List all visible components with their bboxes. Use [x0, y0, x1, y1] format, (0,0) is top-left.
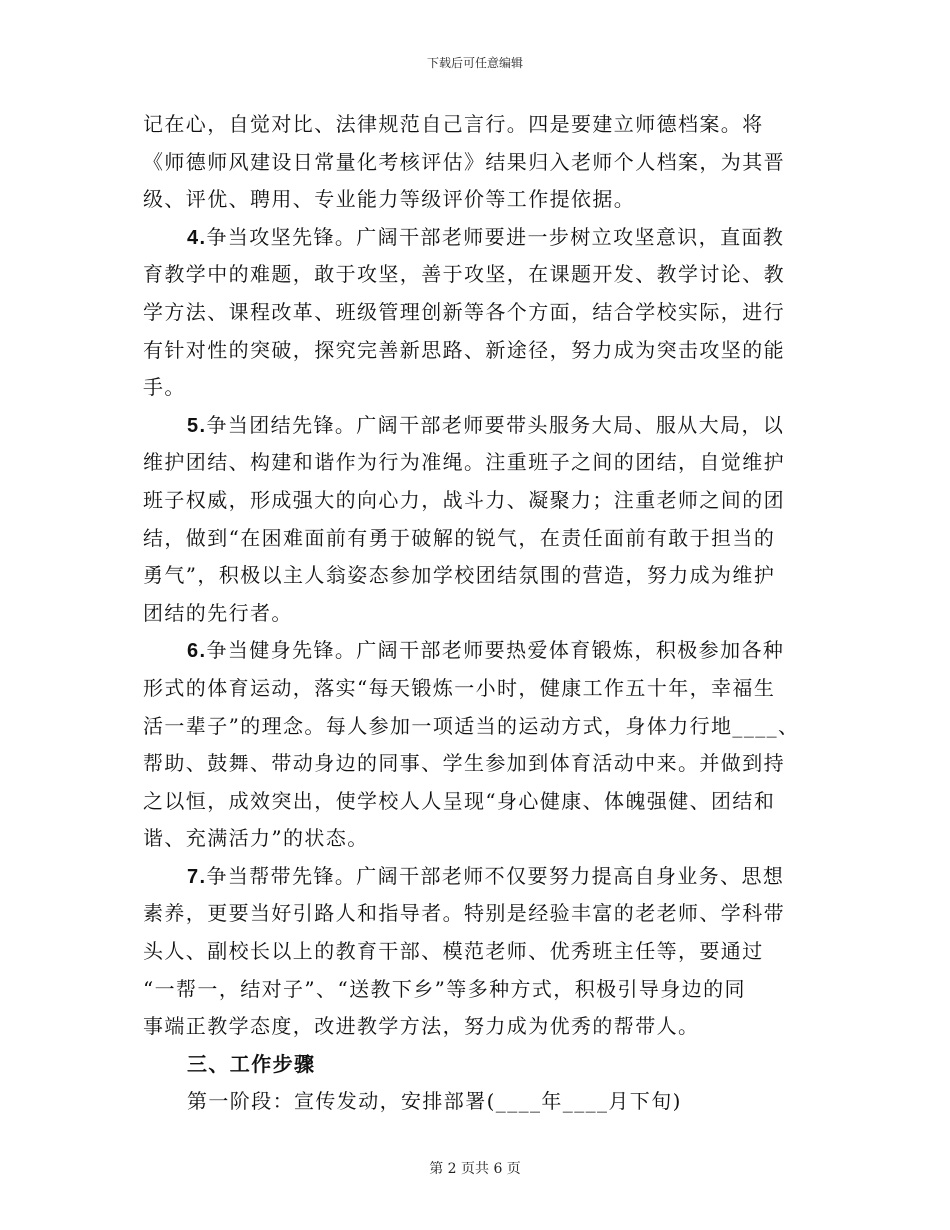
- body-line: 育教学中的难题，敢于攻坚，善于攻坚，在课题开发、教学讨论、教: [143, 262, 785, 287]
- body-line: 事端正教学态度，改进教学方法，努力成为优秀的帮带人。: [143, 1014, 700, 1039]
- item-text: 争当团结先锋。广阔干部老师要带头服务大局、服从大局，以: [206, 412, 785, 437]
- item-4-first-line: [143, 219, 805, 257]
- body-line: 形式的体育运动，落实“每天锻炼一小时，健康工作五十年，幸福生: [143, 675, 776, 700]
- body-line: 记在心，自觉对比、法律规范自己言行。四是要建立师德档案。将: [143, 112, 764, 136]
- stage-line: 第一阶段：宣传发动，安排部署(____年____月下旬): [187, 1089, 682, 1114]
- body-line: 帮助、鼓舞、带动身边的同事、学生参加到体育活动中来。并做到持: [143, 751, 785, 776]
- item-text: 争当健身先锋。广阔干部老师要热爱体育锻炼，积极参加各种: [206, 638, 785, 663]
- body-line: 谐、充满活力”的状态。: [143, 826, 369, 851]
- body-line: 级、评优、聘用、专业能力等级评价等工作提依据。: [143, 187, 636, 212]
- document-body: [143, 106, 805, 1121]
- body-line: 勇气”，积极以主人翁姿态参加学校团结氛围的营造，努力成为维护: [143, 563, 776, 588]
- body-line: 班子权威，形成强大的向心力，战斗力、凝聚力；注重老师之间的团: [143, 487, 785, 512]
- item-number: 4.: [187, 226, 207, 249]
- item-number: 6.: [187, 640, 207, 663]
- body-line: 《师德师风建设日常量化考核评估》结果归入老师个人档案，为其晋: [143, 149, 785, 174]
- body-line: “一帮一，结对子”、“送教下乡”等多种方式，积极引导身边的同: [143, 976, 746, 1001]
- item-7-first-line: [143, 858, 805, 896]
- body-line: 有针对性的突破，探究完善新思路、新途径，努力成为突击攻坚的能: [143, 337, 785, 362]
- body-line: 团结的先行者。: [143, 600, 293, 625]
- page-header: 下载后可任意编辑: [426, 56, 523, 70]
- item-number: 5.: [187, 414, 207, 437]
- item-text: 争当攻坚先锋。广阔干部老师要进一步树立攻坚意识，直面教: [206, 224, 785, 249]
- body-line: 学方法、课程改革、班级管理创新等各个方面，结合学校实际，进行: [143, 299, 785, 324]
- body-line: 之以恒，成效突出，使学校人人呈现“身心健康、体魄强健、团结和: [143, 788, 776, 813]
- body-line: 头人、副校长以上的教育干部、模范老师、优秀班主任等，要通过: [143, 939, 764, 964]
- body-line: 素养，更要当好引路人和指导者。特别是经验丰富的老老师、学科带: [143, 901, 785, 926]
- body-line: 活一辈子”的理念。每人参加一项适当的运动方式，身体力行地____、: [143, 713, 800, 738]
- item-number: 7.: [187, 865, 207, 888]
- item-6-first-line: [143, 632, 805, 670]
- page-footer: 第 2 页共 6 页: [429, 1161, 521, 1177]
- section-heading: 三、工作步骤: [187, 1051, 316, 1076]
- item-text: 争当帮带先锋。广阔干部老师不仅要努力提高自身业务、思想: [206, 863, 785, 888]
- body-line: 结，做到“在困难面前有勇于破解的锐气，在责任面前有敢于担当的: [143, 525, 776, 550]
- body-line: 维护团结、构建和谐作为行为准绳。注重班子之间的团结，自觉维护: [143, 450, 785, 475]
- item-5-first-line: [143, 407, 805, 445]
- body-line: 手。: [143, 375, 186, 400]
